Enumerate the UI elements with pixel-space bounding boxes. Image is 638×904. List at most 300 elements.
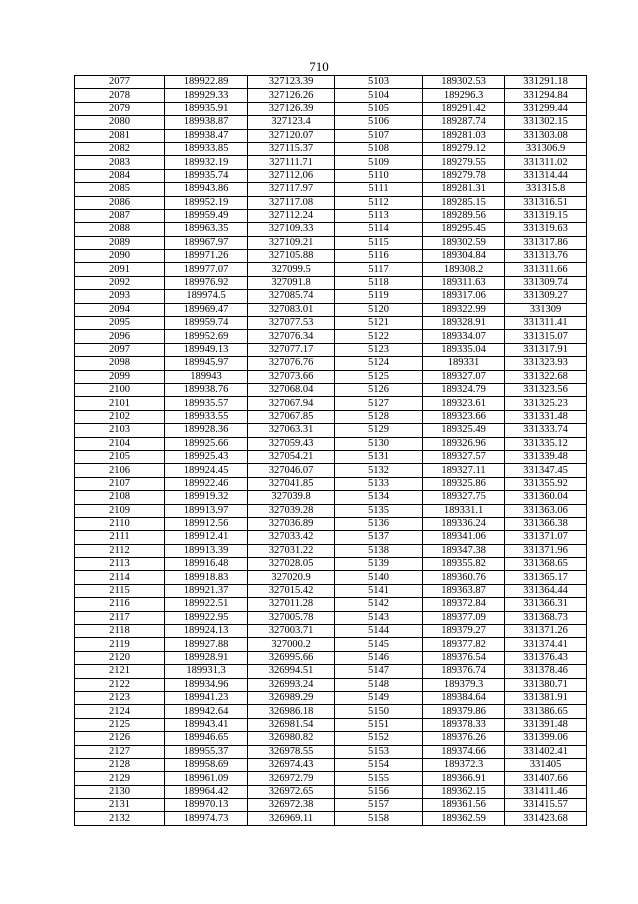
table-cell-x-coordinate: 189964.42 — [165, 785, 248, 798]
table-cell-point-number: 5110 — [335, 169, 423, 182]
table-cell-point-number: 2128 — [75, 758, 165, 771]
table-row — [75, 290, 587, 303]
table-cell-x-coordinate: 189325.49 — [423, 424, 505, 437]
table-row — [75, 665, 587, 678]
table-cell-point-number: 2087 — [75, 209, 165, 222]
table-cell-point-number: 2112 — [75, 544, 165, 557]
table-row — [75, 102, 587, 115]
table-cell-y-coordinate: 326974.43 — [248, 758, 335, 771]
table-cell-x-coordinate: 189363.87 — [423, 584, 505, 597]
table-row — [75, 317, 587, 330]
table-cell-x-coordinate: 189325.86 — [423, 477, 505, 490]
table-cell-y-coordinate: 331380.71 — [505, 678, 587, 691]
table-cell-x-coordinate: 189927.88 — [165, 638, 248, 651]
table-row — [75, 745, 587, 758]
table-cell-y-coordinate: 331347.45 — [505, 464, 587, 477]
table-cell-point-number: 5103 — [335, 76, 423, 89]
table-row — [75, 517, 587, 530]
table-cell-y-coordinate: 331294.84 — [505, 89, 587, 102]
table-cell-x-coordinate: 189952.69 — [165, 330, 248, 343]
table-cell-x-coordinate: 189326.96 — [423, 437, 505, 450]
table-cell-y-coordinate: 331371.07 — [505, 531, 587, 544]
table-cell-x-coordinate: 189287.74 — [423, 116, 505, 129]
table-cell-x-coordinate: 189317.06 — [423, 290, 505, 303]
table-row — [75, 531, 587, 544]
table-row — [75, 718, 587, 731]
table-cell-point-number: 5117 — [335, 263, 423, 276]
table-cell-y-coordinate: 326969.11 — [248, 812, 335, 825]
table-cell-y-coordinate: 331311.41 — [505, 317, 587, 330]
table-row — [75, 785, 587, 798]
table-cell-y-coordinate: 327123.4 — [248, 116, 335, 129]
table-cell-x-coordinate: 189912.41 — [165, 531, 248, 544]
table-cell-point-number: 2097 — [75, 343, 165, 356]
table-cell-point-number: 5114 — [335, 223, 423, 236]
table-cell-x-coordinate: 189372.84 — [423, 598, 505, 611]
table-cell-y-coordinate: 331411.46 — [505, 785, 587, 798]
table-cell-y-coordinate: 331365.17 — [505, 571, 587, 584]
table-cell-y-coordinate: 327109.33 — [248, 223, 335, 236]
table-cell-y-coordinate: 331391.48 — [505, 718, 587, 731]
table-row — [75, 357, 587, 370]
table-cell-point-number: 5157 — [335, 799, 423, 812]
table-cell-y-coordinate: 331363.06 — [505, 504, 587, 517]
table-cell-point-number: 5113 — [335, 209, 423, 222]
table-cell-point-number: 2105 — [75, 450, 165, 463]
table-cell-y-coordinate: 327041.85 — [248, 477, 335, 490]
table-row — [75, 544, 587, 557]
table-cell-point-number: 5153 — [335, 745, 423, 758]
table-cell-point-number: 5155 — [335, 772, 423, 785]
table-row — [75, 330, 587, 343]
table-cell-x-coordinate: 189341.06 — [423, 531, 505, 544]
table-row — [75, 732, 587, 745]
table-cell-y-coordinate: 327076.34 — [248, 330, 335, 343]
table-cell-y-coordinate: 327039.28 — [248, 504, 335, 517]
table-cell-y-coordinate: 331339.48 — [505, 450, 587, 463]
table-cell-x-coordinate: 189963.35 — [165, 223, 248, 236]
table-cell-point-number: 2078 — [75, 89, 165, 102]
table-cell-y-coordinate: 327115.37 — [248, 142, 335, 155]
table-cell-point-number: 2122 — [75, 678, 165, 691]
table-cell-point-number: 5150 — [335, 705, 423, 718]
table-cell-point-number: 5121 — [335, 317, 423, 330]
table-cell-x-coordinate: 189921.37 — [165, 584, 248, 597]
table-cell-point-number: 2103 — [75, 424, 165, 437]
table-row — [75, 142, 587, 155]
table-cell-point-number: 5107 — [335, 129, 423, 142]
table-cell-y-coordinate: 326972.79 — [248, 772, 335, 785]
table-cell-point-number: 2100 — [75, 383, 165, 396]
table-cell-x-coordinate: 189378.33 — [423, 718, 505, 731]
table-cell-point-number: 5154 — [335, 758, 423, 771]
table-cell-y-coordinate: 327046.07 — [248, 464, 335, 477]
table-cell-y-coordinate: 331386.65 — [505, 705, 587, 718]
table-row — [75, 343, 587, 356]
table-cell-x-coordinate: 189913.97 — [165, 504, 248, 517]
table-cell-x-coordinate: 189935.91 — [165, 102, 248, 115]
table-cell-point-number: 5130 — [335, 437, 423, 450]
table-cell-point-number: 2089 — [75, 236, 165, 249]
table-cell-x-coordinate: 189928.91 — [165, 651, 248, 664]
table-cell-y-coordinate: 331306.9 — [505, 142, 587, 155]
table-cell-x-coordinate: 189959.74 — [165, 317, 248, 330]
table-cell-point-number: 5136 — [335, 517, 423, 530]
table-cell-y-coordinate: 327112.24 — [248, 209, 335, 222]
table-cell-x-coordinate: 189308.2 — [423, 263, 505, 276]
table-cell-x-coordinate: 189938.87 — [165, 116, 248, 129]
table-cell-point-number: 2121 — [75, 665, 165, 678]
table-cell-point-number: 2086 — [75, 196, 165, 209]
table-cell-x-coordinate: 189334.07 — [423, 330, 505, 343]
table-cell-x-coordinate: 189296.3 — [423, 89, 505, 102]
table-cell-x-coordinate: 189922.51 — [165, 598, 248, 611]
table-cell-y-coordinate: 331331.48 — [505, 410, 587, 423]
table-row — [75, 410, 587, 423]
table-cell-y-coordinate: 331317.91 — [505, 343, 587, 356]
table-cell-x-coordinate: 189976.92 — [165, 276, 248, 289]
table-cell-x-coordinate: 189311.63 — [423, 276, 505, 289]
table-cell-y-coordinate: 327117.97 — [248, 183, 335, 196]
table-row — [75, 223, 587, 236]
table-cell-y-coordinate: 331423.68 — [505, 812, 587, 825]
table-row — [75, 276, 587, 289]
table-cell-x-coordinate: 189360.76 — [423, 571, 505, 584]
table-row — [75, 183, 587, 196]
table-cell-y-coordinate: 331311.66 — [505, 263, 587, 276]
table-cell-x-coordinate: 189327.57 — [423, 450, 505, 463]
table-cell-point-number: 5133 — [335, 477, 423, 490]
table-row — [75, 651, 587, 664]
table-cell-x-coordinate: 189943.86 — [165, 183, 248, 196]
table-cell-x-coordinate: 189918.83 — [165, 571, 248, 584]
table-cell-y-coordinate: 327039.8 — [248, 491, 335, 504]
table-cell-x-coordinate: 189971.26 — [165, 250, 248, 263]
table-cell-point-number: 2092 — [75, 276, 165, 289]
table-cell-y-coordinate: 326989.29 — [248, 691, 335, 704]
table-cell-y-coordinate: 331322.68 — [505, 370, 587, 383]
table-row — [75, 76, 587, 89]
table-row — [75, 383, 587, 396]
table-cell-x-coordinate: 189328.91 — [423, 317, 505, 330]
table-cell-x-coordinate: 189932.19 — [165, 156, 248, 169]
table-cell-point-number: 5109 — [335, 156, 423, 169]
table-cell-x-coordinate: 189924.45 — [165, 464, 248, 477]
table-cell-x-coordinate: 189974.5 — [165, 290, 248, 303]
table-cell-point-number: 5144 — [335, 625, 423, 638]
table-row — [75, 772, 587, 785]
table-cell-x-coordinate: 189942.64 — [165, 705, 248, 718]
table-row — [75, 397, 587, 410]
table-cell-y-coordinate: 326972.65 — [248, 785, 335, 798]
table-cell-y-coordinate: 327015.42 — [248, 584, 335, 597]
table-cell-x-coordinate: 189959.49 — [165, 209, 248, 222]
table-cell-y-coordinate: 327036.89 — [248, 517, 335, 530]
table-cell-y-coordinate: 331355.92 — [505, 477, 587, 490]
table-row — [75, 584, 587, 597]
table-cell-x-coordinate: 189946.65 — [165, 732, 248, 745]
table-row — [75, 263, 587, 276]
table-cell-x-coordinate: 189922.46 — [165, 477, 248, 490]
table-cell-y-coordinate: 327120.07 — [248, 129, 335, 142]
table-cell-x-coordinate: 189949.13 — [165, 343, 248, 356]
table-cell-point-number: 2119 — [75, 638, 165, 651]
table-cell-y-coordinate: 326981.54 — [248, 718, 335, 731]
table-row — [75, 812, 587, 825]
table-cell-y-coordinate: 327028.05 — [248, 558, 335, 571]
table-row — [75, 477, 587, 490]
table-cell-y-coordinate: 331368.65 — [505, 558, 587, 571]
table-cell-y-coordinate: 327059.43 — [248, 437, 335, 450]
table-cell-point-number: 5111 — [335, 183, 423, 196]
table-cell-y-coordinate: 331317.86 — [505, 236, 587, 249]
table-cell-x-coordinate: 189331 — [423, 357, 505, 370]
table-row — [75, 209, 587, 222]
table-row — [75, 504, 587, 517]
table-cell-y-coordinate: 331315.07 — [505, 330, 587, 343]
table-row — [75, 169, 587, 182]
table-cell-point-number: 5147 — [335, 665, 423, 678]
table-cell-x-coordinate: 189384.64 — [423, 691, 505, 704]
table-cell-point-number: 5146 — [335, 651, 423, 664]
table-cell-x-coordinate: 189925.43 — [165, 450, 248, 463]
table-cell-point-number: 5105 — [335, 102, 423, 115]
table-cell-point-number: 2091 — [75, 263, 165, 276]
table-cell-x-coordinate: 189916.48 — [165, 558, 248, 571]
table-cell-y-coordinate: 327085.74 — [248, 290, 335, 303]
table-cell-y-coordinate: 331299.44 — [505, 102, 587, 115]
table-row — [75, 678, 587, 691]
table-cell-y-coordinate: 331371.26 — [505, 625, 587, 638]
table-cell-x-coordinate: 189922.89 — [165, 76, 248, 89]
table-cell-x-coordinate: 189379.86 — [423, 705, 505, 718]
table-row — [75, 611, 587, 624]
table-cell-x-coordinate: 189347.38 — [423, 544, 505, 557]
table-cell-point-number: 2098 — [75, 357, 165, 370]
table-cell-x-coordinate: 189967.97 — [165, 236, 248, 249]
table-cell-x-coordinate: 189952.19 — [165, 196, 248, 209]
table-cell-y-coordinate: 327109.21 — [248, 236, 335, 249]
table-cell-x-coordinate: 189355.82 — [423, 558, 505, 571]
table-row — [75, 116, 587, 129]
table-cell-x-coordinate: 189281.03 — [423, 129, 505, 142]
table-cell-y-coordinate: 331311.02 — [505, 156, 587, 169]
table-cell-point-number: 2118 — [75, 625, 165, 638]
table-cell-y-coordinate: 331371.96 — [505, 544, 587, 557]
table-cell-x-coordinate: 189941.23 — [165, 691, 248, 704]
table-cell-point-number: 5131 — [335, 450, 423, 463]
table-cell-y-coordinate: 331368.73 — [505, 611, 587, 624]
table-cell-x-coordinate: 189934.96 — [165, 678, 248, 691]
table-cell-x-coordinate: 189922.95 — [165, 611, 248, 624]
table-cell-x-coordinate: 189279.55 — [423, 156, 505, 169]
table-cell-y-coordinate: 331309.74 — [505, 276, 587, 289]
table-row — [75, 758, 587, 771]
table-cell-y-coordinate: 327126.26 — [248, 89, 335, 102]
table-cell-point-number: 5158 — [335, 812, 423, 825]
table-cell-point-number: 2088 — [75, 223, 165, 236]
table-cell-y-coordinate: 327077.17 — [248, 343, 335, 356]
table-cell-point-number: 2111 — [75, 531, 165, 544]
table-cell-y-coordinate: 327063.31 — [248, 424, 335, 437]
table-cell-point-number: 2077 — [75, 76, 165, 89]
table-cell-y-coordinate: 327068.04 — [248, 383, 335, 396]
table-cell-x-coordinate: 189931.3 — [165, 665, 248, 678]
table-cell-x-coordinate: 189327.11 — [423, 464, 505, 477]
table-cell-point-number: 5129 — [335, 424, 423, 437]
table-cell-point-number: 2082 — [75, 142, 165, 155]
table-cell-point-number: 2094 — [75, 303, 165, 316]
table-cell-point-number: 5142 — [335, 598, 423, 611]
table-cell-x-coordinate: 189335.04 — [423, 343, 505, 356]
table-row — [75, 236, 587, 249]
table-row — [75, 691, 587, 704]
table-cell-x-coordinate: 189938.47 — [165, 129, 248, 142]
table-cell-point-number: 5135 — [335, 504, 423, 517]
table-row — [75, 89, 587, 102]
table-cell-point-number: 2132 — [75, 812, 165, 825]
table-cell-point-number: 5143 — [335, 611, 423, 624]
table-row — [75, 638, 587, 651]
table-cell-x-coordinate: 189943 — [165, 370, 248, 383]
table-row — [75, 598, 587, 611]
table-cell-point-number: 2104 — [75, 437, 165, 450]
table-cell-y-coordinate: 327112.06 — [248, 169, 335, 182]
table-cell-x-coordinate: 189304.84 — [423, 250, 505, 263]
table-cell-point-number: 2131 — [75, 799, 165, 812]
table-cell-point-number: 2117 — [75, 611, 165, 624]
table-cell-x-coordinate: 189912.56 — [165, 517, 248, 530]
table-cell-point-number: 5138 — [335, 544, 423, 557]
table-cell-point-number: 2130 — [75, 785, 165, 798]
table-cell-y-coordinate: 327076.76 — [248, 357, 335, 370]
table-cell-y-coordinate: 331407.66 — [505, 772, 587, 785]
table-cell-y-coordinate: 331378.46 — [505, 665, 587, 678]
table-cell-x-coordinate: 189302.59 — [423, 236, 505, 249]
table-cell-y-coordinate: 331315.8 — [505, 183, 587, 196]
table-cell-y-coordinate: 327091.8 — [248, 276, 335, 289]
table-cell-point-number: 2080 — [75, 116, 165, 129]
table-cell-x-coordinate: 189285.15 — [423, 196, 505, 209]
table-cell-y-coordinate: 326994.51 — [248, 665, 335, 678]
table-cell-y-coordinate: 327117.08 — [248, 196, 335, 209]
table-cell-y-coordinate: 327083.01 — [248, 303, 335, 316]
table-cell-y-coordinate: 327011.28 — [248, 598, 335, 611]
table-cell-y-coordinate: 327033.42 — [248, 531, 335, 544]
table-cell-y-coordinate: 327067.85 — [248, 410, 335, 423]
table-cell-y-coordinate: 327105.88 — [248, 250, 335, 263]
table-cell-x-coordinate: 189379.27 — [423, 625, 505, 638]
table-cell-y-coordinate: 331313.76 — [505, 250, 587, 263]
table-cell-y-coordinate: 331366.38 — [505, 517, 587, 530]
table-cell-x-coordinate: 189945.97 — [165, 357, 248, 370]
table-row — [75, 196, 587, 209]
table-cell-point-number: 2127 — [75, 745, 165, 758]
table-cell-point-number: 5128 — [335, 410, 423, 423]
table-cell-x-coordinate: 189935.57 — [165, 397, 248, 410]
table-cell-x-coordinate: 189928.36 — [165, 424, 248, 437]
table-cell-x-coordinate: 189362.59 — [423, 812, 505, 825]
table-row — [75, 370, 587, 383]
table-row — [75, 450, 587, 463]
table-cell-point-number: 2081 — [75, 129, 165, 142]
table-cell-y-coordinate: 326995.66 — [248, 651, 335, 664]
table-cell-x-coordinate: 189379.3 — [423, 678, 505, 691]
table-cell-y-coordinate: 331302.15 — [505, 116, 587, 129]
table-cell-x-coordinate: 189969.47 — [165, 303, 248, 316]
table-cell-y-coordinate: 331376.43 — [505, 651, 587, 664]
table-cell-y-coordinate: 331333.74 — [505, 424, 587, 437]
table-cell-y-coordinate: 331360.04 — [505, 491, 587, 504]
table-cell-y-coordinate: 327073.66 — [248, 370, 335, 383]
table-cell-x-coordinate: 189924.13 — [165, 625, 248, 638]
table-cell-y-coordinate: 331402.41 — [505, 745, 587, 758]
table-cell-x-coordinate: 189925.66 — [165, 437, 248, 450]
table-cell-y-coordinate: 331309 — [505, 303, 587, 316]
table-cell-x-coordinate: 189366.91 — [423, 772, 505, 785]
table-row — [75, 303, 587, 316]
table-row — [75, 705, 587, 718]
table-cell-x-coordinate: 189958.69 — [165, 758, 248, 771]
table-cell-point-number: 2109 — [75, 504, 165, 517]
table-cell-x-coordinate: 189374.66 — [423, 745, 505, 758]
table-cell-point-number: 5119 — [335, 290, 423, 303]
table-cell-point-number: 5127 — [335, 397, 423, 410]
table-cell-y-coordinate: 331314.44 — [505, 169, 587, 182]
table-cell-x-coordinate: 189289.56 — [423, 209, 505, 222]
table-row — [75, 571, 587, 584]
table-cell-x-coordinate: 189361.56 — [423, 799, 505, 812]
table-cell-x-coordinate: 189279.12 — [423, 142, 505, 155]
table-cell-point-number: 2102 — [75, 410, 165, 423]
table-cell-y-coordinate: 331399.06 — [505, 732, 587, 745]
table-cell-point-number: 5148 — [335, 678, 423, 691]
table-cell-y-coordinate: 331291.18 — [505, 76, 587, 89]
table-cell-x-coordinate: 189970.13 — [165, 799, 248, 812]
table-cell-point-number: 2084 — [75, 169, 165, 182]
table-row — [75, 250, 587, 263]
table-cell-point-number: 2120 — [75, 651, 165, 664]
table-cell-x-coordinate: 189938.76 — [165, 383, 248, 396]
table-row — [75, 799, 587, 812]
table-row — [75, 129, 587, 142]
table-row — [75, 424, 587, 437]
table-cell-x-coordinate: 189336.24 — [423, 517, 505, 530]
table-cell-x-coordinate: 189943.41 — [165, 718, 248, 731]
table-cell-point-number: 2106 — [75, 464, 165, 477]
table-cell-point-number: 2116 — [75, 598, 165, 611]
table-cell-point-number: 5124 — [335, 357, 423, 370]
table-cell-x-coordinate: 189933.55 — [165, 410, 248, 423]
table-cell-point-number: 5108 — [335, 142, 423, 155]
table-cell-point-number: 5118 — [335, 276, 423, 289]
table-cell-x-coordinate: 189376.74 — [423, 665, 505, 678]
table-cell-point-number: 2085 — [75, 183, 165, 196]
table-cell-point-number: 2123 — [75, 691, 165, 704]
table-cell-point-number: 5116 — [335, 250, 423, 263]
table-cell-point-number: 2126 — [75, 732, 165, 745]
table-cell-point-number: 2110 — [75, 517, 165, 530]
table-cell-y-coordinate: 331405 — [505, 758, 587, 771]
table-cell-x-coordinate: 189935.74 — [165, 169, 248, 182]
table-cell-x-coordinate: 189377.82 — [423, 638, 505, 651]
table-cell-x-coordinate: 189955.37 — [165, 745, 248, 758]
table-cell-point-number: 2101 — [75, 397, 165, 410]
table-cell-point-number: 5132 — [335, 464, 423, 477]
table-cell-y-coordinate: 331319.63 — [505, 223, 587, 236]
table-cell-y-coordinate: 327126.39 — [248, 102, 335, 115]
table-cell-point-number: 5122 — [335, 330, 423, 343]
